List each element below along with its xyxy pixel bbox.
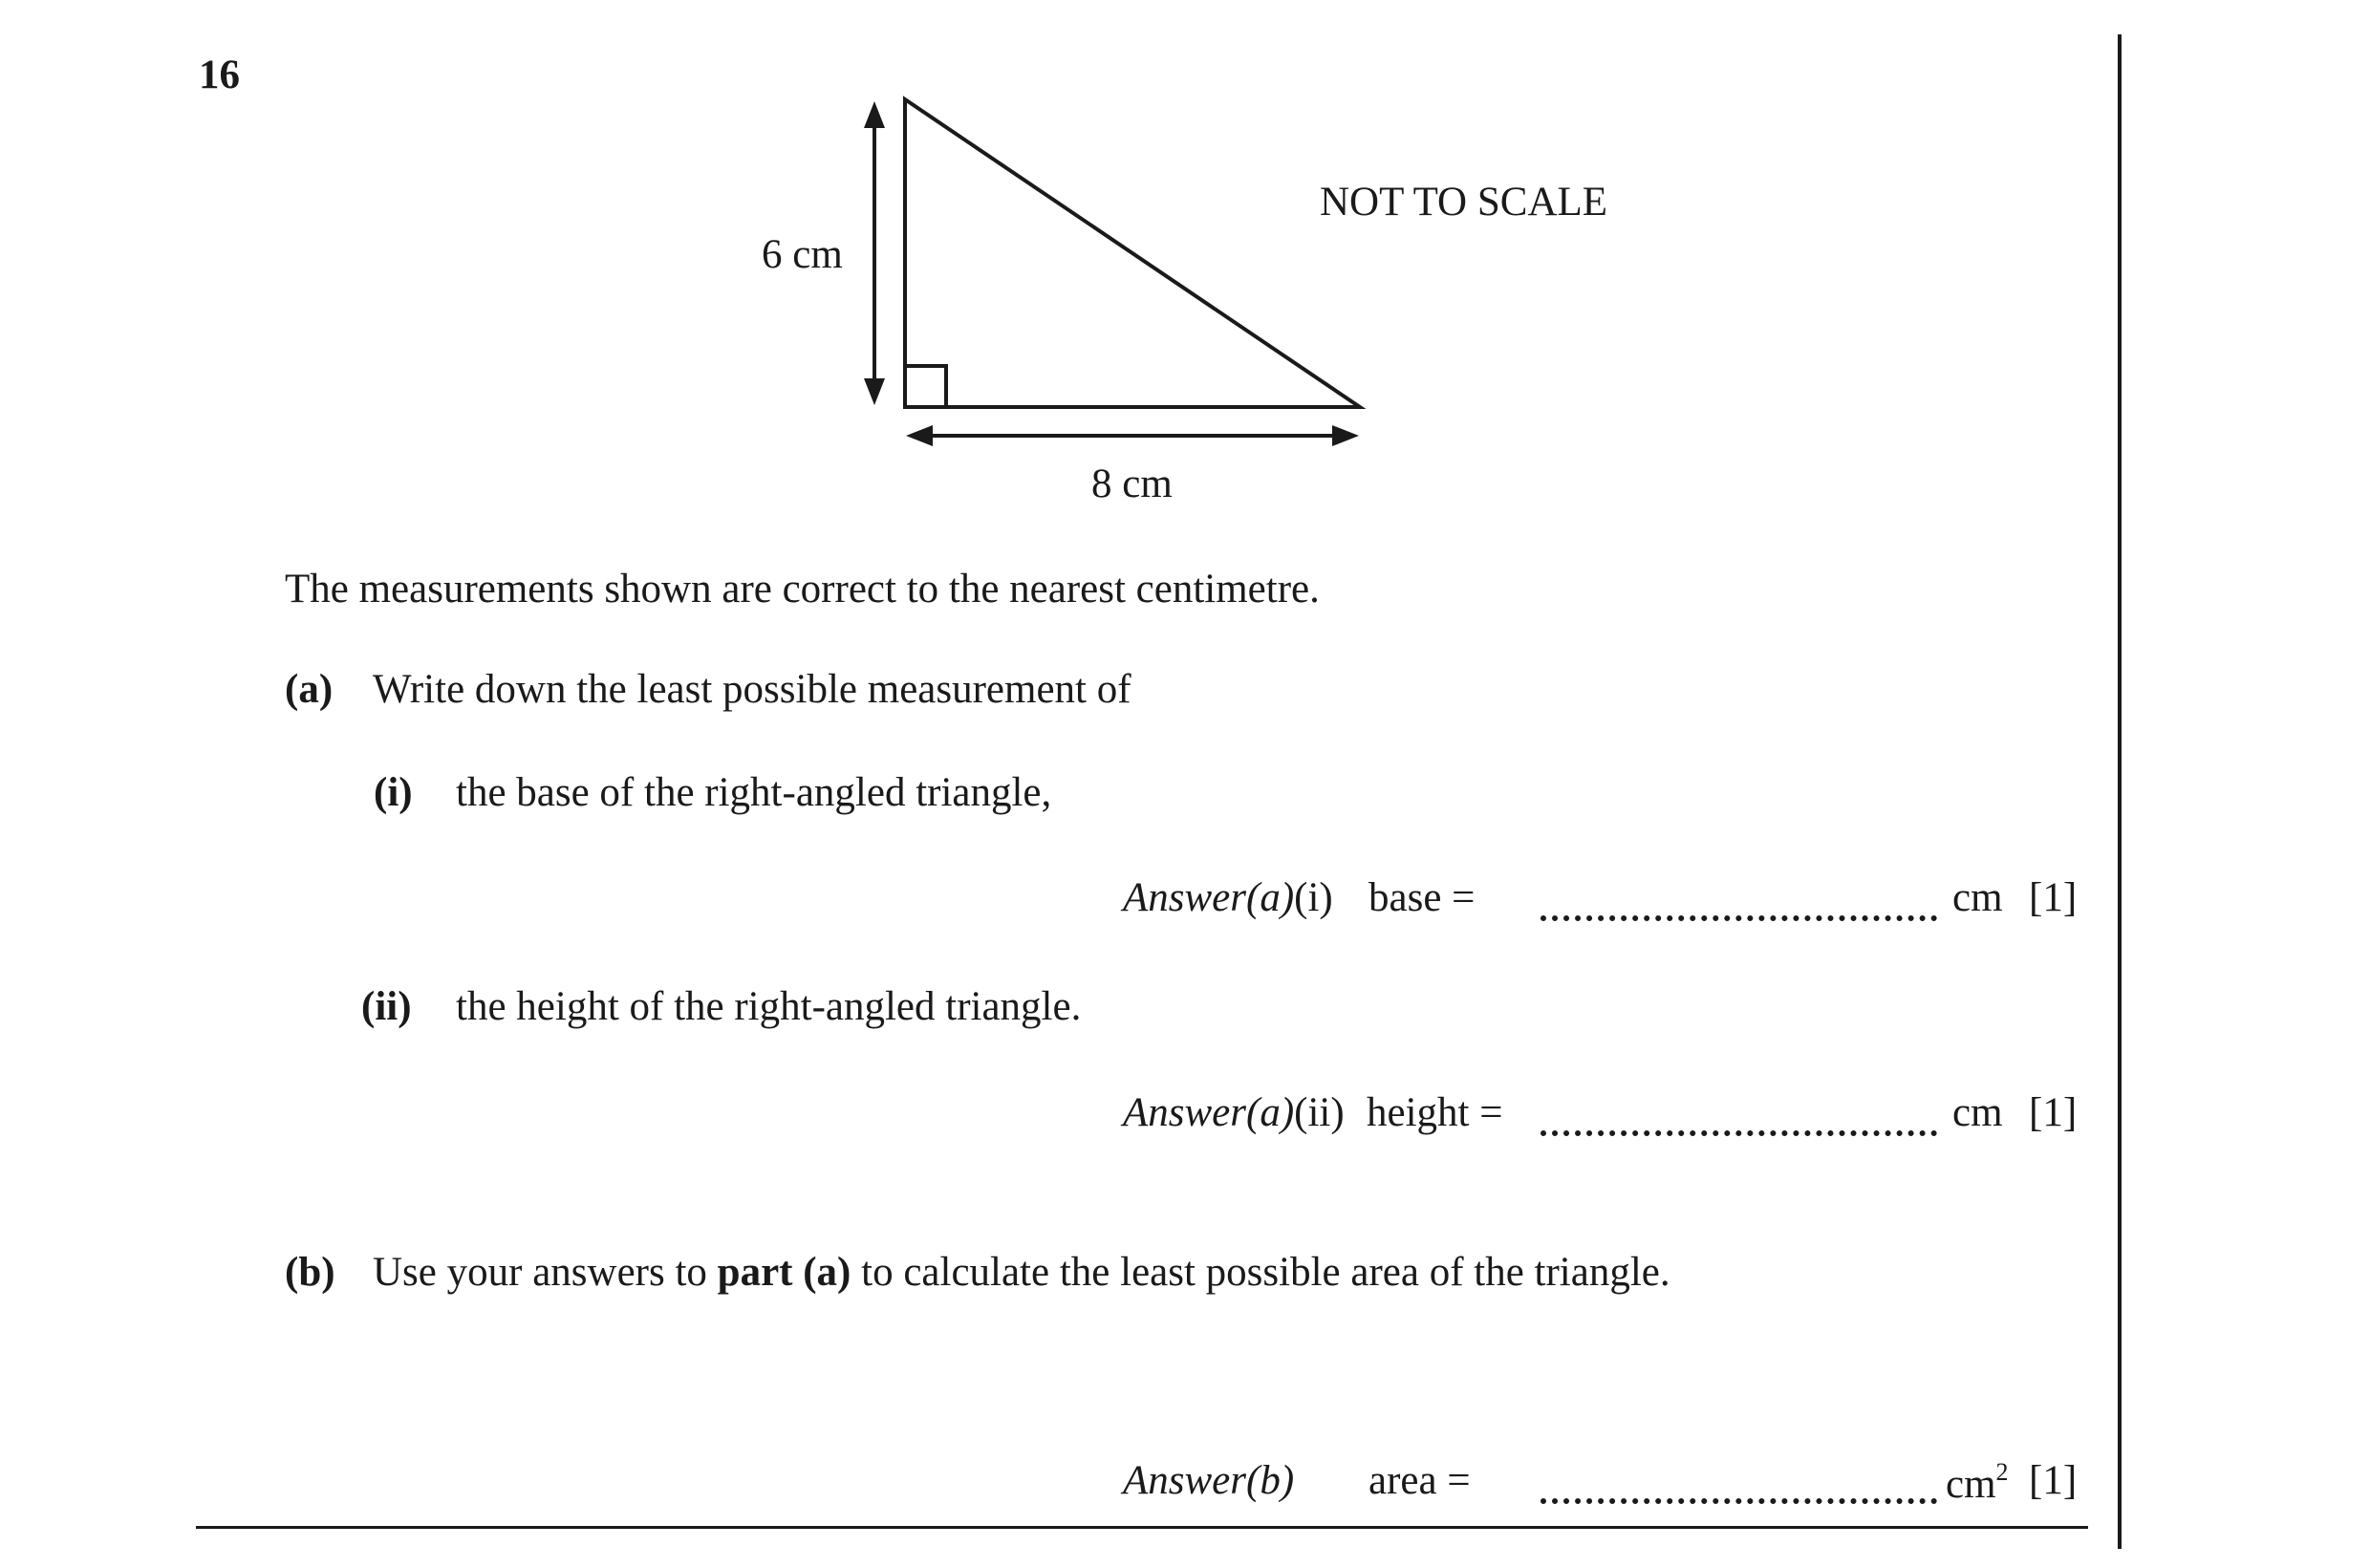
answer-a-i-unit: cm <box>1952 875 2003 920</box>
answer-b-unit <box>1946 1460 2009 1505</box>
part-a-ii-text: the height of the right-angled triangle. <box>456 984 1082 1029</box>
height-label: 6 cm <box>762 232 843 277</box>
answer-b-unit-base: cm <box>1946 1462 1996 1507</box>
part-a-i-text: the base of the right-angled triangle, <box>456 770 1052 815</box>
base-arrowhead-left <box>906 425 933 446</box>
base-arrowhead-right <box>1332 425 1359 446</box>
part-a-ii-label: (ii) <box>361 984 412 1029</box>
answer-a-ii-label <box>1123 1092 1345 1133</box>
right-triangle <box>905 99 1360 407</box>
part-b-text-after: to calculate the least possible area of the triangle. <box>861 1250 1670 1295</box>
part-a-text: Write down the least possible measurement of <box>373 667 1131 712</box>
answer-a-i-input-line[interactable] <box>1540 915 1937 921</box>
answer-a-ii-field-label: height = <box>1367 1090 1503 1135</box>
bottom-rule <box>196 1526 2088 1529</box>
answer-a-i-label <box>1123 877 1333 918</box>
answer-a-i-italic: Answer(a) <box>1123 875 1295 920</box>
part-b-text-bold: part (a) <box>717 1250 851 1295</box>
intro-text: The measurements shown are correct to the nearest centimetre. <box>285 567 1320 612</box>
base-label: 8 cm <box>1091 462 1173 506</box>
answer-a-ii-italic: Answer(a) <box>1123 1090 1295 1135</box>
margin-rule <box>2118 34 2122 1549</box>
answer-b-italic: Answer(b) <box>1123 1458 1295 1503</box>
not-to-scale-note: NOT TO SCALE <box>1320 180 1608 225</box>
answer-a-ii-marks: [1] <box>2029 1090 2078 1135</box>
answer-a-i-marks: [1] <box>2029 875 2078 920</box>
answer-b-marks: [1] <box>2029 1458 2078 1503</box>
question-number: 16 <box>199 53 240 97</box>
part-a-label: (a) <box>285 667 334 712</box>
part-a-i-label: (i) <box>374 770 413 815</box>
answer-b-field-label: area = <box>1368 1458 1471 1503</box>
answer-a-ii-sub: (ii) <box>1294 1090 1345 1135</box>
answer-a-i-sub: (i) <box>1294 875 1333 920</box>
answer-b-input-line[interactable] <box>1540 1498 1937 1504</box>
answer-a-ii-unit: cm <box>1952 1090 2003 1135</box>
answer-a-ii-input-line[interactable] <box>1540 1130 1937 1136</box>
part-b-text <box>373 1252 1670 1293</box>
part-b-label: (b) <box>285 1250 335 1295</box>
right-angle-marker <box>905 366 946 407</box>
answer-a-i-field-label: base = <box>1368 875 1476 920</box>
part-b-text-before: Use your answers to <box>373 1250 707 1295</box>
height-arrowhead-bottom <box>864 378 885 405</box>
height-arrowhead-top <box>864 101 885 128</box>
answer-b-unit-sup: 2 <box>1995 1458 2009 1486</box>
